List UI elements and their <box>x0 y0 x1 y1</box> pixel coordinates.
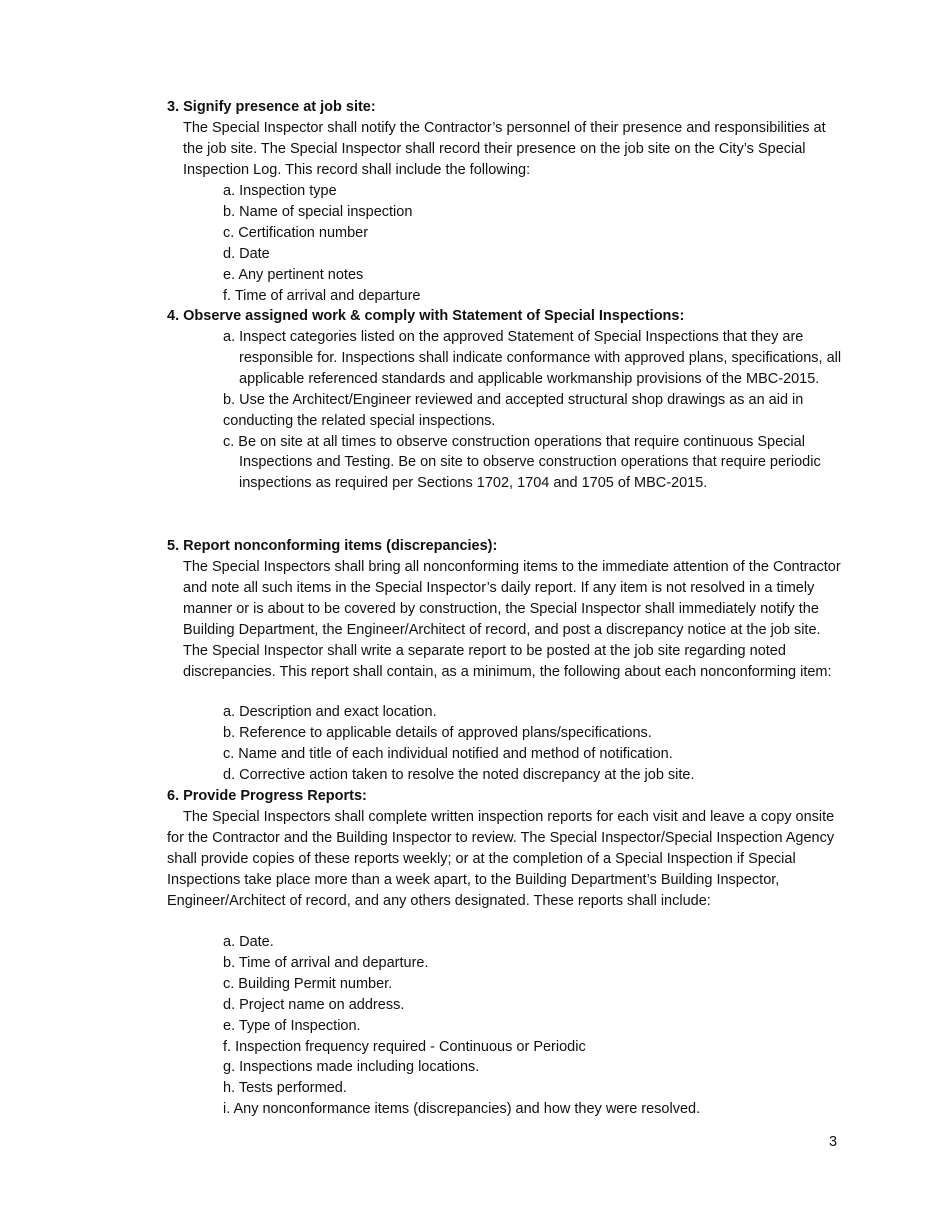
page-number: 3 <box>829 1134 838 1150</box>
section-5-heading: 5. Report nonconforming items (discrepancies): <box>167 538 498 554</box>
list-item: d. Corrective action taken to resolve the noted discrepancy at the job site. <box>223 766 695 783</box>
list-item: c. Certification number <box>223 224 369 241</box>
list-item: b. Reference to applicable details of approved plans/specifications. <box>223 724 652 741</box>
list-item: c. Building Permit number. <box>223 975 393 992</box>
list-item: d. Project name on address. <box>223 996 405 1013</box>
section-4-list <box>223 327 843 494</box>
section-6-heading: 6. Provide Progress Reports: <box>167 788 367 804</box>
list-item: d. Date <box>223 245 270 262</box>
section-6-paragraph: The Special Inspectors shall complete written inspection reports for each visit and leave a copy onsite for the Contractor and the Building Inspector to review. The Special Inspector/Special Inspection Agency shall provide copies of these reports weekly; or at the completion of a Special Inspection if Special Inspections take place more than a week apart, to the Building Department’s Building Inspector, Engineer/Architect of record, and any others designated. These reports shall include: <box>167 809 835 909</box>
list-item: a. Description and exact location. <box>223 704 437 720</box>
list-item: b. Time of arrival and departure. <box>223 954 429 971</box>
list-item: i. Any nonconformance items (discrepancies) and how they were resolved. <box>223 1101 701 1118</box>
section-3-heading: 3. Signify presence at job site: <box>167 99 376 115</box>
list-item: e. Any pertinent notes <box>223 266 364 283</box>
section-5-paragraph: The Special Inspectors shall bring all nonconforming items to the immediate attention of the Contractor and note all such items in the Special Inspector’s daily report. If any item is not resolved in a timely manner or is about to be covered by construction, the Special Inspector shall immediately notify the Building Department, the Engineer/Architect of record, and post a discrepancy notice at the job site. The Special Inspector shall write a separate report to be posted at the job site regarding noted discrepancies. This report shall contain, as a minimum, the following about each nonconforming item: <box>183 559 841 680</box>
list-item: f. Time of arrival and departure <box>223 287 421 304</box>
list-item: a. Date. <box>223 934 274 950</box>
list-item: a. Inspection type <box>223 183 337 199</box>
section-4-heading: 4. Observe assigned work & comply with Statement of Special Inspections: <box>167 308 685 324</box>
list-item: f. Inspection frequency required - Continuous or Periodic <box>223 1038 586 1055</box>
list-item: c. Be on site at all times to observe construction operations that require continuous Special Inspections and Testing. Be on site to observe construction operations that require periodic inspections as required per Sections 1702, 1704 and 1705 of MBC-2015. <box>223 433 821 492</box>
list-item: b. Name of special inspection <box>223 203 413 220</box>
list-item: b. Use the Architect/Engineer reviewed and accepted structural shop drawings as an aid in conducting the related special inspections. <box>223 391 804 429</box>
section-3-paragraph: The Special Inspector shall notify the Contractor’s personnel of their presence and responsibilities at the job site. The Special Inspector shall record their presence on the job site on the City’s Special Inspection Log. This record shall include the following: <box>183 120 826 178</box>
list-item: g. Inspections made including locations. <box>223 1059 480 1076</box>
list-item: h. Tests performed. <box>223 1080 347 1097</box>
list-item: c. Name and title of each individual notified and method of notification. <box>223 745 673 762</box>
list-item: e. Type of Inspection. <box>223 1017 361 1034</box>
section-3-list <box>223 181 843 306</box>
section-5-list <box>223 702 843 786</box>
list-item: a. Inspect categories listed on the approved Statement of Special Inspections that they are responsible for. Inspections shall indicate conformance with approved plans, specifications, all applicable referenced standards and applicable workmanship provisions of the MBC-2015. <box>223 329 842 387</box>
section-6-list <box>223 932 843 1120</box>
